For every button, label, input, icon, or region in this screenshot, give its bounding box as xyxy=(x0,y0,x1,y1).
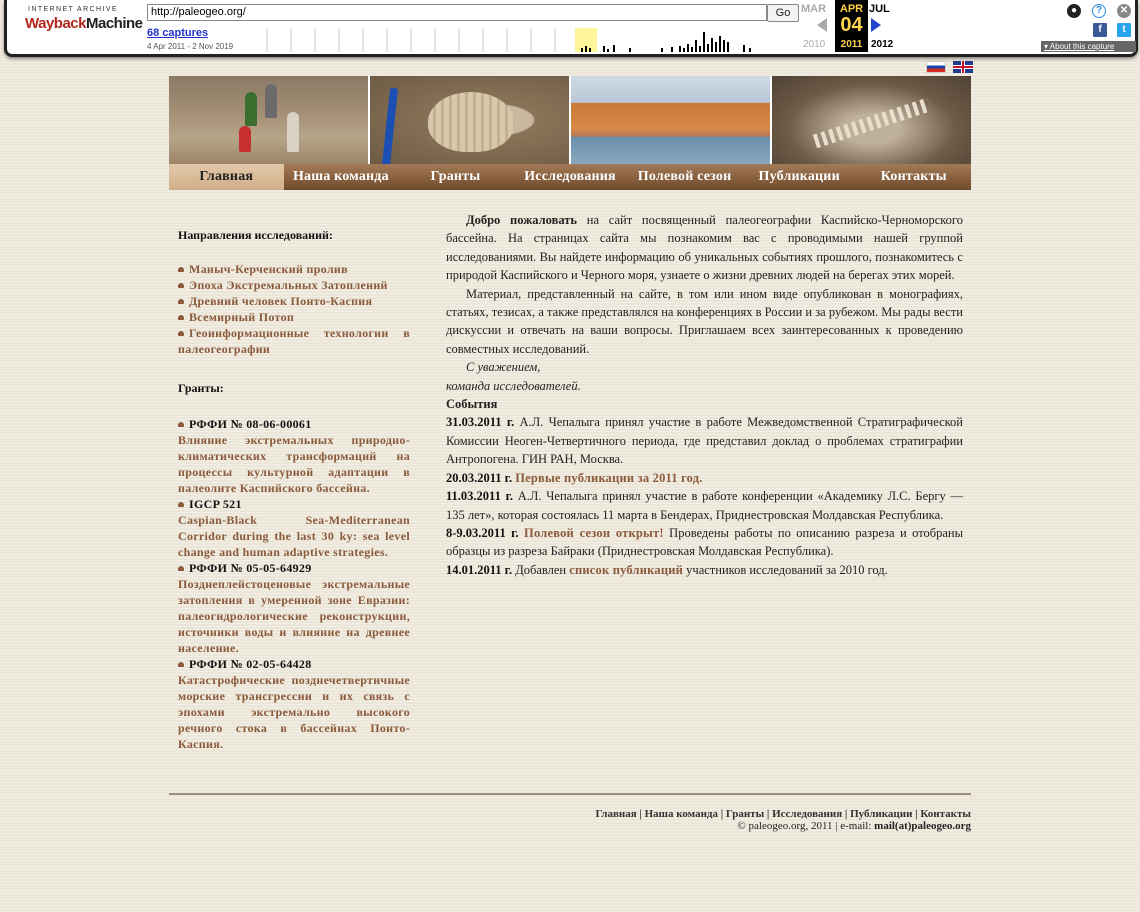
event-text-after: участников исследований за 2010 год. xyxy=(683,562,888,577)
grant-title-link[interactable]: Caspian-Black Sea-Mediterranean Corridor during the last 30 ky: sea level change and human adaptive strategies. xyxy=(178,513,410,559)
direction-link[interactable] xyxy=(178,293,410,309)
welcome-text: на сайт посвященный палеогеографии Каспийско-Черноморского бассейна. На страницах сайта мы познакомим вас с проводимыми нашей группой исследованиями. Вы найдете информацию об уникальных событиях прошлого, познакомитесь с природой Каспийского и Черного моря, узнаете о жизни древних людей на берегах этих морей. xyxy=(446,213,964,283)
bullet-icon xyxy=(178,662,184,667)
signature-line-2: команда исследователей. xyxy=(446,378,581,393)
nav-contacts[interactable]: Контакты xyxy=(880,169,947,184)
person-figure xyxy=(245,92,257,126)
wayback-go-button[interactable]: Go xyxy=(767,4,799,22)
event-item xyxy=(446,561,963,579)
user-icon[interactable]: ● xyxy=(1067,4,1081,18)
banner-photo-bones xyxy=(772,76,971,164)
bullet-icon xyxy=(178,502,184,507)
wayback-prev-year[interactable]: 2010 xyxy=(803,39,826,50)
direction-label: Эпоха Экстремальных Затоплений xyxy=(189,278,388,292)
event-item xyxy=(446,487,963,524)
bullet-icon xyxy=(178,283,184,288)
nav-team[interactable]: Наша команда xyxy=(292,169,389,184)
event-date: 31.03.2011 г. xyxy=(446,415,515,430)
bullet-icon xyxy=(178,331,184,336)
wayback-prev-month[interactable]: MAR xyxy=(801,3,827,15)
nav-field-season[interactable]: Полевой сезон xyxy=(637,169,732,184)
nav-grants[interactable]: Гранты xyxy=(430,169,481,184)
wayback-toolbar xyxy=(0,0,1140,60)
english-flag-icon[interactable] xyxy=(953,61,973,73)
nav-research[interactable]: Исследования xyxy=(524,169,616,184)
wayback-logo-machine: Machine xyxy=(85,15,143,32)
direction-label: Геоинформационные технологии в палеогеографии xyxy=(178,326,410,356)
wayback-current-day: 04 xyxy=(840,14,863,36)
wayback-next-year[interactable]: 2012 xyxy=(871,39,894,50)
pencil-shape xyxy=(382,88,398,164)
direction-label: Маныч-Керченский пролив xyxy=(189,262,348,276)
direction-label: Древний человек Понто-Каспия xyxy=(189,294,373,308)
language-flags xyxy=(922,61,973,76)
direction-link[interactable] xyxy=(178,277,410,293)
footer-divider xyxy=(169,793,971,795)
wayback-toolbar-panel xyxy=(4,0,1138,57)
direction-link[interactable] xyxy=(178,261,410,277)
footer-copyright-text: © paleogeo.org, 2011 | e-mail: xyxy=(737,820,875,832)
event-text-after: Проведены работы по описанию разреза и отобраны образцы из разреза Байраки (Приднестровская Молдавская Республика). xyxy=(446,525,963,559)
banner-photo-cliff xyxy=(571,76,770,164)
twitter-icon[interactable]: t xyxy=(1117,23,1131,37)
footer-copyright xyxy=(169,820,971,832)
wayback-about-capture-link[interactable]: ▾ About this capture xyxy=(1041,41,1136,52)
grant-code-label: IGCP 521 xyxy=(189,497,242,511)
bullet-icon xyxy=(178,267,184,272)
footer-links[interactable]: Главная | Наша команда | Гранты | Исследования | Публикации | Контакты xyxy=(595,808,971,820)
left-sidebar xyxy=(178,228,410,752)
bullet-icon xyxy=(178,566,184,571)
wayback-logo-text xyxy=(25,15,143,32)
grant-title-link[interactable]: Позднеплейстоценовые экстремальные затопления в умеренной зоне Евразии: палеогидрологические реконструкции, источники воды и влияние на древнее население. xyxy=(178,577,410,655)
bullet-icon xyxy=(178,422,184,427)
wayback-url-input[interactable]: http://paleogeo.org/ xyxy=(147,4,767,21)
grant-title-link[interactable]: Влияние экстремальных природно-климатических трансформаций на процессы культурной адаптации в палеолите Каспийского бассейна. xyxy=(178,433,410,495)
sparkline-year-dividers xyxy=(267,28,555,52)
welcome-paragraph xyxy=(446,211,963,285)
wayback-logo-wayback: Wayback xyxy=(25,15,86,32)
wayback-logo[interactable] xyxy=(25,6,143,46)
grant-code xyxy=(178,416,410,432)
grant-code-label: РФФИ № 08-06-00061 xyxy=(189,417,312,431)
event-date: 14.01.2011 г. xyxy=(446,562,513,577)
wayback-next-month[interactable]: JUL xyxy=(869,3,890,15)
person-figure xyxy=(265,84,277,118)
sparkline-bars xyxy=(581,32,751,52)
main-nav xyxy=(169,164,971,190)
grant-code-label: РФФИ № 02-05-64428 xyxy=(189,657,312,671)
footer-email[interactable]: mail(at)paleogeo.org xyxy=(874,820,971,832)
wayback-current-capture xyxy=(835,0,868,52)
grant-code xyxy=(178,496,410,512)
close-icon[interactable]: ✕ xyxy=(1117,4,1131,18)
event-link[interactable]: Полевой сезон открыт! xyxy=(524,525,664,540)
footer xyxy=(169,808,971,832)
bullet-icon xyxy=(178,299,184,304)
bones-shape xyxy=(813,98,931,148)
help-icon[interactable]: ? xyxy=(1092,4,1106,18)
directions-list xyxy=(178,261,410,357)
directions-heading: Направления исследований: xyxy=(178,228,333,242)
event-date: 11.03.2011 г. xyxy=(446,489,514,504)
grants-list xyxy=(178,416,410,752)
event-link[interactable]: список публикаций xyxy=(569,562,684,577)
wayback-current-year: 2011 xyxy=(840,39,863,50)
grant-code xyxy=(178,560,410,576)
event-text: А.Л. Чепалыга принял участие в работе конференции «Академику Л.С. Бергу — 135 лет», которая состоялась 11 марта в Бендерах, Приднестровская Молдавская Республика. xyxy=(446,489,963,522)
event-item xyxy=(446,524,963,561)
event-text: А.Л. Чепалыга принял участие в работе Межведомственной Стратиграфической Комиссии Неоген-Четвертичного периода, где представил доклад о проблемах стратиграфии Антропогена. ГИН РАН, Москва. xyxy=(446,415,963,467)
shell-shape xyxy=(428,92,514,152)
grant-title-link[interactable]: Катастрофические позднечетвертичные морские трансгрессии и их связь с эпохами экстремально высокого речного стока в бассейнах Понто-Каспия. xyxy=(178,673,410,751)
event-item xyxy=(446,469,963,487)
event-link[interactable]: Первые публикации за 2011 год. xyxy=(515,470,703,485)
wayback-capture-sparkline[interactable] xyxy=(243,28,793,52)
event-date: 20.03.2011 г. xyxy=(446,470,513,485)
bullet-icon xyxy=(178,315,184,320)
wayback-prev-arrow-icon[interactable] xyxy=(817,18,827,32)
russian-flag-icon[interactable] xyxy=(926,61,946,73)
facebook-icon[interactable]: f xyxy=(1093,23,1107,37)
signature-line-1: С уважением, xyxy=(466,360,541,375)
events-heading: События xyxy=(446,397,498,412)
grant-code-label: РФФИ № 05-05-64929 xyxy=(189,561,312,575)
direction-label: Всемирный Потоп xyxy=(189,310,295,324)
banner-photo-shell xyxy=(370,76,569,164)
banner-photo-excavation xyxy=(169,76,368,164)
event-date: 8-9.03.2011 г. xyxy=(446,525,519,540)
wayback-captures-link[interactable]: 68 captures xyxy=(147,27,209,39)
header-banner xyxy=(169,76,971,164)
person-figure xyxy=(287,112,299,152)
material-paragraph: Материал, представленный на сайте, в том или ином виде опубликован в монографиях, статьях, тезисах, а также представлялся на конференциях в России и за рубежом. Мы рады вести дискуссии и отвечать на ваши вопросы. Приглашаем всех заинтересованных к проведению совместных исследований. xyxy=(446,286,963,356)
person-figure xyxy=(239,126,251,152)
direction-link[interactable] xyxy=(178,325,410,357)
grant-code xyxy=(178,656,410,672)
welcome-bold: Добро пожаловать xyxy=(466,213,578,227)
wayback-current-month: APR xyxy=(839,3,864,15)
main-content xyxy=(446,211,963,579)
nav-home[interactable]: Главная xyxy=(169,164,284,190)
event-text: Добавлен xyxy=(512,562,570,577)
nav-publications[interactable]: Публикации xyxy=(758,169,840,184)
direction-link[interactable] xyxy=(178,309,410,325)
grants-heading: Гранты: xyxy=(178,381,224,395)
event-item xyxy=(446,413,963,468)
wayback-logo-ia: INTERNET ARCHIVE xyxy=(28,6,118,13)
wayback-date-range: 4 Apr 2011 - 2 Nov 2019 xyxy=(147,42,234,51)
wayback-next-arrow-icon[interactable] xyxy=(871,18,881,32)
